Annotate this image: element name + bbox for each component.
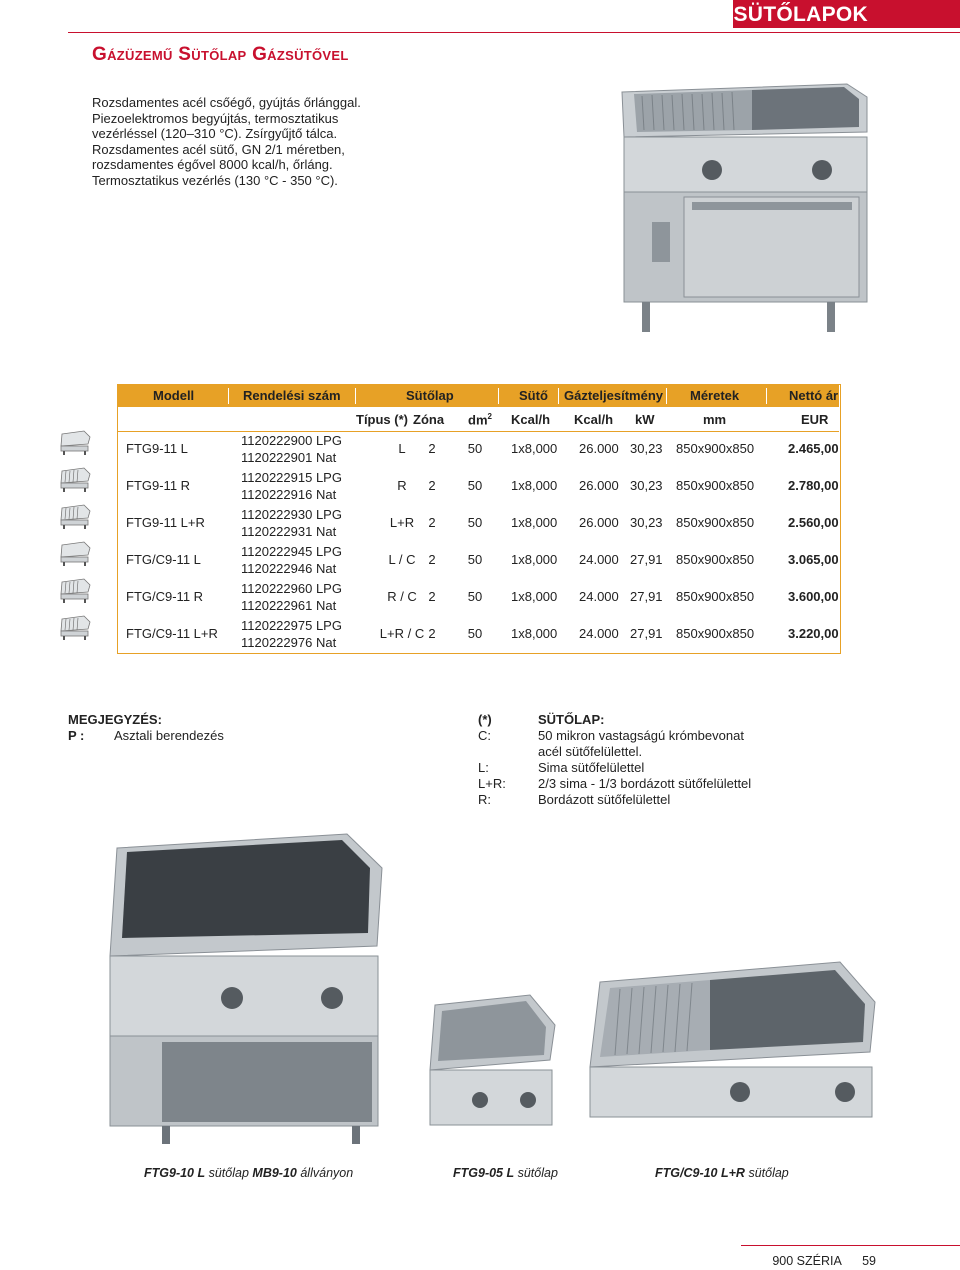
cell-mm: 850x900x850 (676, 626, 755, 641)
cell-gaz: 24.000 (579, 552, 619, 567)
cell-suto: 1x8,000 (511, 626, 558, 641)
notes-title: MEGJEGYZÉS: (68, 712, 162, 727)
cell-dm: 50 (467, 589, 483, 604)
order-code-nat: 1120222946 Nat (241, 561, 337, 576)
cell-price: 2.780,00 (788, 478, 839, 493)
cell-zona: 2 (428, 441, 436, 456)
spec-table (117, 384, 841, 654)
col-header-suto: Sütő (519, 388, 548, 403)
legend-key: C: (478, 728, 491, 743)
header-separator (666, 388, 667, 404)
legend-value: 50 mikron vastagságú krómbevonat (538, 728, 744, 743)
cell-zona: 2 (428, 478, 436, 493)
order-code-lpg: 1120222900 LPG (241, 433, 342, 448)
model-name: FTG9-11 L (126, 441, 188, 456)
subheader-eur: EUR (801, 412, 829, 427)
model-name: FTG/C9-11 R (126, 589, 204, 604)
cell-gaz: 24.000 (579, 626, 619, 641)
page-category-title: SÜTŐLAPOK (733, 3, 868, 26)
header-separator (355, 388, 356, 404)
subheader-mm: mm (703, 412, 727, 427)
cell-dm: 50 (467, 626, 483, 641)
caption-model: FTG9-05 L (453, 1166, 515, 1180)
caption-griddle-on-stand (144, 1166, 353, 1180)
footer (772, 1254, 876, 1268)
header-separator (558, 388, 559, 404)
subheader-zona: Zóna (413, 412, 445, 427)
cell-gaz: 26.000 (579, 478, 619, 493)
cell-price: 2.465,00 (788, 441, 839, 456)
caption-text: sütőlap (208, 1166, 249, 1180)
cell-suto: 1x8,000 (511, 478, 558, 493)
description-line: Rozsdamentes acél csőégő, gyújtás őrlánggal. (92, 95, 361, 110)
description-line: Termosztatikus vezérlés (130 °C - 350 °C). (92, 172, 338, 188)
cell-suto: 1x8,000 (511, 552, 558, 567)
cell-tipus: R / C (387, 589, 417, 604)
cell-zona: 2 (428, 589, 436, 604)
cell-zona: 2 (428, 552, 436, 567)
model-thumbnail-icon (58, 539, 92, 567)
subheader-gaz-kcal: Kcal/h (574, 412, 614, 427)
cell-price: 3.600,00 (788, 589, 839, 604)
legend-title: SÜTŐLAP: (538, 712, 605, 727)
description-line: Piezoelektromos begyújtás, termosztatikus (92, 110, 339, 126)
header-separator (766, 388, 767, 404)
cell-gaz: 24.000 (579, 589, 619, 604)
cell-tipus: R (397, 478, 407, 493)
header-separator (228, 388, 229, 404)
legend-key: L+R: (478, 776, 506, 791)
cell-tipus: L+R (389, 515, 415, 530)
model-name: FTG9-11 L+R (126, 515, 205, 530)
cell-kw: 30,23 (630, 478, 663, 493)
order-code-lpg: 1120222945 LPG (241, 544, 342, 559)
caption-text: sütőlap (517, 1166, 558, 1180)
cell-suto: 1x8,000 (511, 515, 558, 530)
cell-tipus: L (398, 441, 406, 456)
caption-model: MB9-10 (252, 1166, 297, 1180)
section-title: Gázüzemű Sütőlap Gázsütővel (92, 44, 349, 65)
description-line: rozsdamentes égővel 8000 kcal/h, őrláng. (92, 157, 333, 172)
cell-suto: 1x8,000 (511, 589, 558, 604)
model-name: FTG/C9-11 L+R (126, 626, 218, 641)
cell-zona: 2 (428, 626, 436, 641)
cell-gaz: 26.000 (579, 441, 619, 456)
subheader-dm: $dm^2$ (468, 412, 492, 428)
notes (68, 712, 224, 744)
caption-small-griddle (453, 1166, 558, 1180)
subheader-kw: kW (635, 412, 655, 427)
cell-kw: 30,23 (630, 515, 663, 530)
cell-kw: 27,91 (630, 626, 663, 641)
legend-key: L: (478, 760, 489, 775)
cell-dm: 50 (467, 441, 483, 456)
legend-title-key: (*) (478, 712, 492, 727)
order-code-lpg: 1120222975 LPG (241, 618, 342, 633)
cell-tipus: L / C (388, 552, 416, 567)
col-header-rendelesi-szam: Rendelési szám (243, 388, 341, 403)
order-code-nat: 1120222931 Nat (241, 524, 337, 539)
product-photo-chrome-griddle (570, 942, 880, 1122)
caption-text: sütőlap (748, 1166, 789, 1180)
note-value: Asztali berendezés (114, 728, 224, 743)
order-code-nat: 1120222976 Nat (241, 635, 337, 650)
description-line: Rozsdamentes acél sütő, GN 2/1 méretben, (92, 141, 345, 157)
cell-price: 3.220,00 (788, 626, 839, 641)
page-number: 59 (862, 1254, 876, 1268)
legend-value: Bordázott sütőfelülettel (538, 792, 671, 807)
order-code-lpg: 1120222930 LPG (241, 507, 342, 522)
subheader-suto-kcal: Kcal/h (511, 412, 551, 427)
cell-kw: 27,91 (630, 589, 663, 604)
model-thumbnail-icon (58, 613, 92, 641)
header-separator (498, 388, 499, 404)
note-key: P : (68, 728, 85, 743)
cell-dm: 50 (467, 515, 483, 530)
product-photo-small-griddle (420, 985, 560, 1135)
footer-rule (741, 1245, 960, 1246)
col-header-meretek: Méretek (690, 388, 740, 403)
col-header-sutolap: Sütőlap (406, 388, 454, 403)
legend (478, 712, 751, 808)
model-name: FTG9-11 R (126, 478, 191, 493)
cell-zona: 2 (428, 515, 436, 530)
model-thumbnail-icon (58, 465, 92, 493)
model-thumbnail-icon (58, 576, 92, 604)
product-photo-griddle-on-stand (92, 828, 392, 1146)
order-code-nat: 1120222916 Nat (241, 487, 337, 502)
col-header-gazteljesitmeny: Gázteljesítmény (564, 388, 663, 403)
caption-model: FTG/C9-10 L+R (655, 1166, 745, 1180)
cell-dm: 50 (467, 478, 483, 493)
cell-mm: 850x900x850 (676, 515, 755, 530)
cell-kw: 27,91 (630, 552, 663, 567)
cell-mm: 850x900x850 (676, 441, 755, 456)
cell-price: 2.560,00 (788, 515, 839, 530)
order-code-nat: 1120222961 Nat (241, 598, 337, 613)
order-code-nat: 1120222901 Nat (241, 450, 337, 465)
cell-dm: 50 (467, 552, 483, 567)
model-thumbnail-icon (58, 502, 92, 530)
caption-model: FTG9-10 L (144, 1166, 206, 1180)
legend-value: Sima sütőfelülettel (538, 760, 645, 775)
legend-value-cont: acél sütőfelülettel. (538, 744, 643, 759)
model-name: FTG/C9-11 L (126, 552, 201, 567)
cell-kw: 30,23 (630, 441, 663, 456)
caption-text: állványon (300, 1166, 354, 1180)
col-header-netto-ar: Nettó ár (789, 388, 839, 403)
order-code-lpg: 1120222915 LPG (241, 470, 342, 485)
header-rule (68, 32, 960, 33)
product-description (92, 95, 392, 188)
order-code-lpg: 1120222960 LPG (241, 581, 342, 596)
header-rule (118, 431, 839, 432)
cell-price: 3.065,00 (788, 552, 839, 567)
legend-key: R: (478, 792, 491, 807)
col-header-modell: Modell (153, 388, 195, 403)
legend-value: 2/3 sima - 1/3 bordázott sütőfelülettel (538, 776, 752, 791)
cell-suto: 1x8,000 (511, 441, 558, 456)
description-line: vezérléssel (120–310 °C). Zsírgyűjtő tálca. (92, 126, 338, 141)
subheader-tipus: Típus (*) (356, 412, 408, 427)
caption-chrome-griddle (655, 1166, 789, 1180)
model-thumbnail-icon (58, 428, 92, 456)
cell-mm: 850x900x850 (676, 589, 755, 604)
cell-mm: 850x900x850 (676, 552, 755, 567)
footer-series: 900 SZÉRIA (772, 1254, 842, 1268)
cell-mm: 850x900x850 (676, 478, 755, 493)
cell-tipus: L+R / C (379, 626, 425, 641)
product-photo-griddle-oven (612, 72, 872, 340)
cell-gaz: 26.000 (579, 515, 619, 530)
